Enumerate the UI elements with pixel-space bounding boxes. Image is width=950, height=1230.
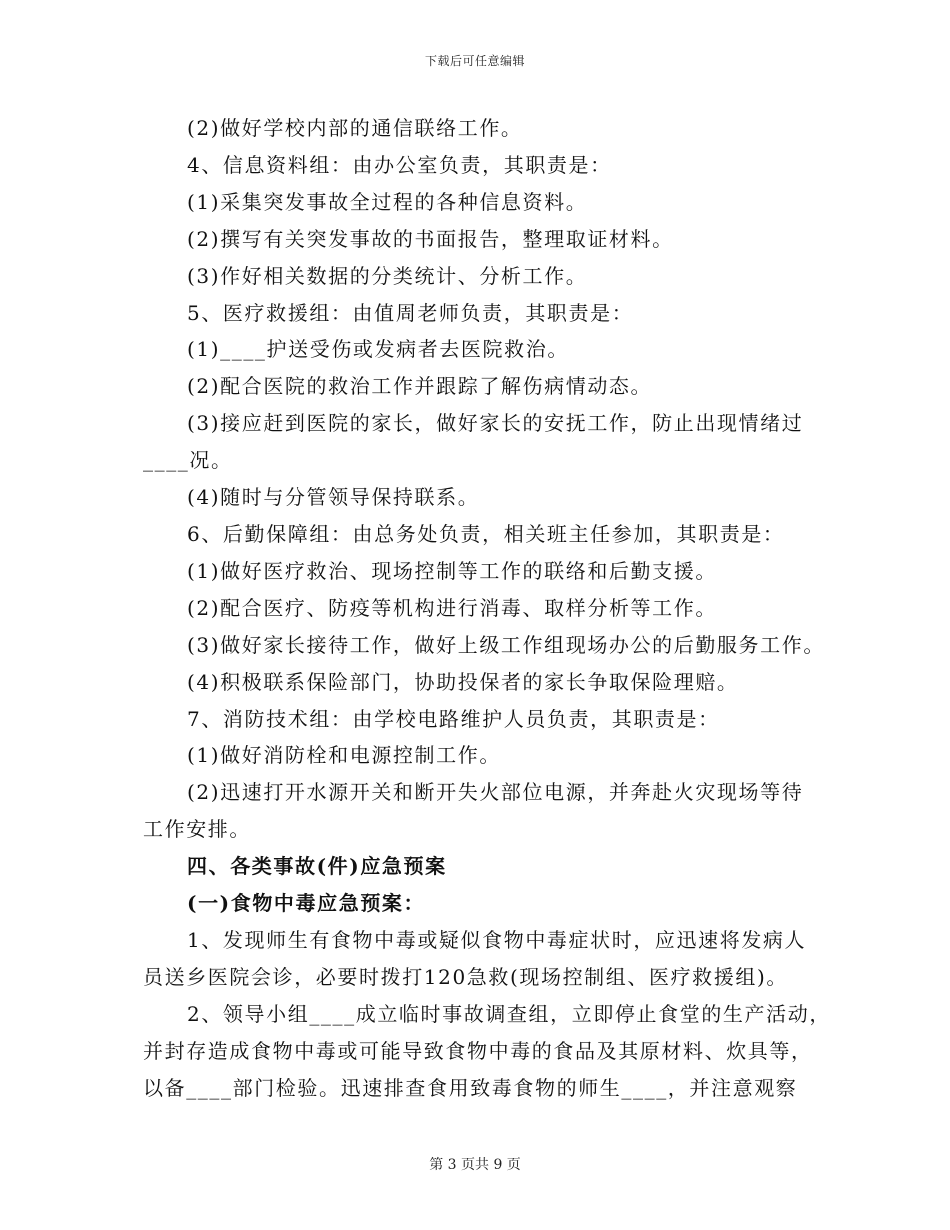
paragraph-line: 并封存造成食物中毒或可能导致食物中毒的食品及其原材料、炊具等， [143, 1038, 813, 1063]
document-body [143, 110, 843, 1106]
paragraph-line: (2)撰写有关突发事故的书面报告，整理取证材料。 [187, 226, 674, 251]
paragraph-line: (4)随时与分管领导保持联系。 [187, 485, 480, 510]
section-heading-line: 5、医疗救援组：由值周老师负责，其职责是： [187, 300, 634, 325]
paragraph-line: (1)做好消防栓和电源控制工作。 [187, 743, 501, 768]
paragraph-line: (3)做好家长接待工作，做好上级工作组现场办公的后勤服务工作。 [187, 632, 825, 657]
paragraph-line: (2)做好学校内部的通信联络工作。 [187, 116, 523, 140]
paragraph-line: 1、发现师生有食物中毒或疑似食物中毒症状时，应迅速将发病人 [187, 927, 807, 952]
paragraph-line: 以备____部门检验。迅速排查食用致毒食物的师生____，并注意观察 [143, 1075, 798, 1100]
paragraph-line: (2)迅速打开水源开关和断开失火部位电源，并奔赴火灾现场等待 [187, 780, 804, 805]
paragraph-line: 工作安排。 [143, 817, 251, 842]
section-heading-line: 7、消防技术组：由学校电路维护人员负责，其职责是： [187, 706, 720, 731]
subsection-heading: (一)食物中毒应急预案： [187, 891, 426, 916]
paragraph-line: (3)接应赶到医院的家长，做好家长的安抚工作，防止出现情绪过 [187, 411, 804, 436]
page-header: 下载后可任意编辑 [424, 54, 525, 68]
paragraph-line: (2)配合医疗、防疫等机构进行消毒、取样分析等工作。 [187, 595, 717, 620]
section-heading-line: 6、后勤保障组：由总务处负责，相关班主任参加，其职责是： [187, 521, 785, 546]
paragraph-line: ____况。 [143, 448, 233, 473]
paragraph-line: 员送乡医院会诊，必要时拨打120急救(现场控制组、医疗救援组)。 [143, 964, 788, 989]
paragraph-line: (3)作好相关数据的分类统计、分析工作。 [187, 263, 588, 288]
paragraph-line: (2)配合医院的救治工作并跟踪了解伤病情动态。 [187, 374, 653, 399]
section-heading-line: 4、信息资料组：由办公室负责，其职责是： [187, 152, 612, 177]
paragraph-line: (4)积极联系保险部门，协助投保者的家长争取保险理赔。 [187, 669, 739, 694]
paragraph-line: (1)采集突发事故全过程的各种信息资料。 [187, 189, 588, 214]
chapter-heading: 四、各类事故(件)应急预案 [187, 854, 447, 879]
paragraph-line: (1)____护送受伤或发病者去医院救治。 [187, 337, 569, 362]
page-number-footer: 第 3 页共 9 页 [429, 1157, 521, 1173]
paragraph-line: 2、领导小组____成立临时事故调查组，立即停止食堂的生产活动， [187, 1001, 831, 1026]
paragraph-line: (1)做好医疗救治、现场控制等工作的联络和后勤支援。 [187, 558, 717, 583]
